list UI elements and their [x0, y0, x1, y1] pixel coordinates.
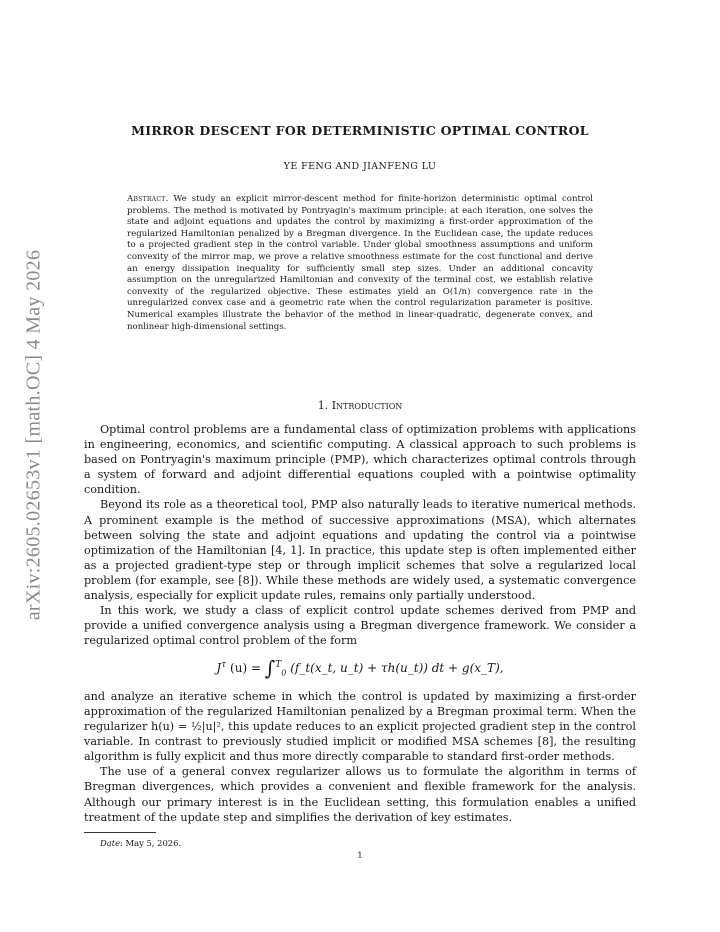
footnote-label: Date: [100, 838, 121, 848]
footnote: [100, 838, 181, 848]
abstract-label: Abstract.: [127, 194, 169, 204]
eq-lhs-sup: τ: [221, 660, 227, 671]
eq-int-upper: T: [275, 660, 282, 671]
arxiv-sidebar-stamp: [14, 245, 54, 625]
paragraph: The use of a general convex regularizer allows us to formulate the algorithm in terms of Bregman divergences, which provides a convenient and flexible framework for the analysis. Although our primary interest is in the Euclidean setting, this formulation enables a unified treatment of the update step and simplifies the derivation of key estimates.: [84, 765, 636, 824]
page-number: 1: [357, 851, 363, 861]
section-title: Introduction: [331, 399, 403, 412]
integral-sign-icon: ∫: [264, 656, 276, 681]
footnote-value: : May 5, 2026.: [120, 838, 182, 848]
abstract-text: We study an explicit mirror-descent method for finite-horizon deterministic optimal control problems. The method is motivated by Pontryagin's maximum principle: at each iteration, one solves the state and adjoint equations and updates the control by maximizing a first-order approximation of the regularized Hamiltonian penalized by a Bregman divergence. In the Euclidean case, the update reduces to a projected gradient step in the control variable. Under global smoothness assumptions and uniform convexity of the mirror map, we prove a relative smoothness estimate for the cost functional and derive an energy dissipation inequality for sufficiently small step sizes. Under an additional concavity assumption on the unregularized Hamiltonian and convexity of the terminal cost, we establish relative convexity of the regularized objective. These estimates yield an O(1/n) convergence rate in the unregularized convex case and a geometric rate when the control regularization parameter is positive. Numerical examples illustrate the behavior of the method in linear-quadratic, degenerate convex, and nonlinear high-dimensional settings.: [127, 194, 593, 332]
arxiv-id: arXiv:2605.02653v1 [math.OC] 4 May 2026: [22, 249, 45, 621]
abstract: [127, 194, 593, 333]
paragraph: Optimal control problems are a fundamental class of optimization problems with applications in engineering, economics, and scientific computing. A classical approach to such problems is based on Pontryagin's maximum principle (PMP), which characterizes optimal controls through a system of forward and adjoint differential equations coupled with a pointwise optimality condition.: [84, 423, 636, 497]
section-number: 1.: [317, 399, 329, 412]
section-heading: [84, 399, 636, 412]
paragraph: and analyze an iterative scheme in which the control is updated by maximizing a first-order approximation of the regularized Hamiltonian penalized by a Bregman proximal term. When the regularizer h(u) = ½|u|², this update reduces to an explicit projected gradient step in the control variable. In contrast to previously studied implicit or modified MSA schemes [8], the resulting algorithm is fully explicit and thus more directly comparable to standard first-order methods.: [84, 689, 636, 764]
paragraph: Beyond its role as a theoretical tool, PMP also naturally leads to iterative numerical methods. A prominent example is the method of successive approximations (MSA), which alternates between solving the state and adjoint equations and updating the control via a pointwise optimization of the Hamiltonian [4, 1]. In practice, this update step is often implemented either as a projected gradient-type step or through implicit schemes that solve a regularized local problem (for example, see [8]). While these methods are widely used, a systematic convergence analysis, especially for explicit update rules, remains only partially understood.: [84, 498, 636, 603]
display-equation: [84, 658, 636, 680]
eq-lhs-arg: (u) =: [230, 661, 262, 676]
eq-lhs: J: [216, 661, 222, 676]
body-text: [84, 422, 636, 825]
paragraph: In this work, we study a class of explicit control update schemes derived from PMP and provide a unified convergence analysis using a Bregman divergence framework. We consider a regularized optimal control problem of the form: [84, 604, 636, 648]
footnote-rule: [84, 832, 156, 833]
eq-int-lower: 0: [281, 668, 287, 678]
paper-title: MIRROR DESCENT FOR DETERMINISTIC OPTIMAL CONTROL: [131, 123, 589, 138]
paper-authors: YE FENG AND JIANFENG LU: [283, 161, 437, 172]
eq-integrand: (f_t(x_t, u_t) + τh(u_t)) dt + g(x_T),: [290, 661, 504, 676]
